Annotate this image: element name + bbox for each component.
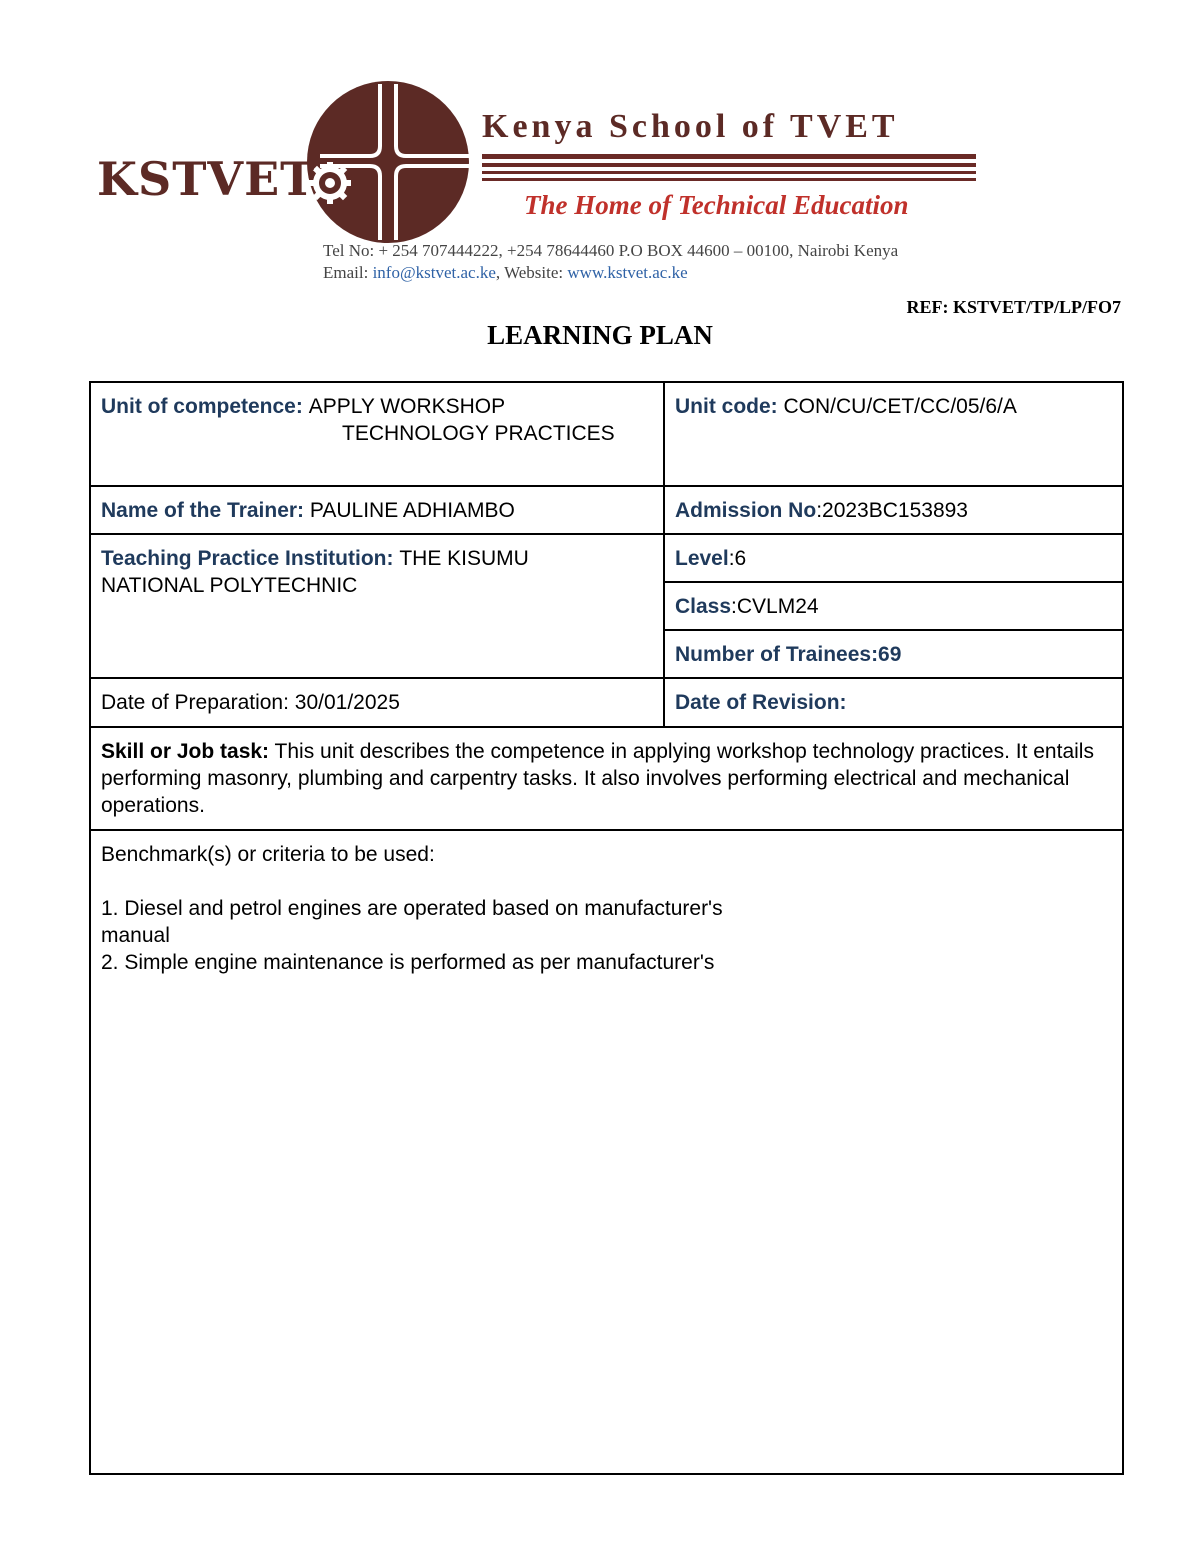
class-cell: [664, 582, 1123, 630]
header-stripes: [482, 154, 976, 185]
unit-code-cell: [664, 382, 1123, 486]
trainees-label: Number of Trainees: [675, 643, 872, 666]
class-label: Class: [675, 595, 732, 618]
level-value: :6: [728, 547, 747, 570]
website-link[interactable]: www.kstvet.ac.ke: [567, 263, 688, 282]
contact-info: [323, 240, 898, 284]
preparation-date-cell: [90, 678, 664, 727]
unit-competence-value-2: TECHNOLOGY PRACTICES: [342, 422, 615, 445]
unit-code-value: CON/CU/CET/CC/05/6/A: [783, 395, 1017, 418]
unit-competence-cell: [90, 382, 664, 486]
benchmark-cell: [90, 830, 1123, 1474]
trainees-cell: [664, 630, 1123, 678]
institution-cell: [90, 534, 664, 678]
unit-code-label: Unit code:: [675, 395, 784, 418]
letterhead: [0, 0, 1200, 300]
tel-line: Tel No: + 254 707444222, +254 78644460 P.O BOX 44600 – 00100, Nairobi Kenya: [323, 241, 899, 260]
admission-label: Admission No: [675, 499, 817, 522]
benchmark-item: 1. Diesel and petrol engines are operated based on manufacturer's: [101, 897, 723, 920]
level-cell: [664, 534, 1123, 582]
admission-cell: [664, 486, 1123, 534]
reference-number: REF: KSTVET/TP/LP/FO7: [906, 297, 1121, 317]
skill-cell: [90, 727, 1123, 830]
unit-competence-label: Unit of competence:: [101, 395, 309, 418]
email-line: [323, 262, 898, 284]
email-link[interactable]: info@kstvet.ac.ke: [372, 263, 496, 282]
brand-name: KSTVET: [97, 152, 316, 206]
trainees-value: :69: [871, 643, 902, 666]
website-label: , Website:: [495, 263, 568, 282]
revision-date-cell: [664, 678, 1123, 727]
unit-competence-value-1: APPLY WORKSHOP: [308, 395, 506, 418]
trainer-value: PAULINE ADHIAMBO: [309, 499, 515, 522]
email-label: Email:: [323, 263, 373, 282]
school-name: Kenya School of TVET: [482, 108, 899, 145]
revision-label: Date of Revision:: [675, 691, 847, 714]
benchmark-item: manual: [101, 924, 170, 947]
benchmark-label: Benchmark(s) or criteria to be used:: [101, 843, 435, 866]
skill-text: This unit describes the competence in applying workshop technology practices. It entails performing masonry, plumbing and carpentry tasks. It also involves performing electrical and mechanical operations.: [101, 740, 1094, 817]
institution-label: Teaching Practice Institution:: [101, 547, 400, 570]
tagline: The Home of Technical Education: [524, 190, 909, 220]
institution-value-1: THE KISUMU: [399, 547, 529, 570]
learning-plan-table: [89, 381, 1124, 1475]
trainer-cell: [90, 486, 664, 534]
institution-value-2: NATIONAL POLYTECHNIC: [101, 574, 358, 597]
preparation-date: Date of Preparation: 30/01/2025: [101, 691, 400, 714]
class-value: :CVLM24: [731, 595, 819, 618]
trainer-label: Name of the Trainer:: [101, 499, 310, 522]
benchmark-item: 2. Simple engine maintenance is performed as per manufacturer's: [101, 951, 715, 974]
benchmark-spacer: [101, 868, 1112, 895]
skill-label: Skill or Job task:: [101, 740, 270, 763]
page-title: LEARNING PLAN: [487, 320, 713, 350]
kstvet-logo-icon: [300, 80, 475, 245]
level-label: Level: [675, 547, 729, 570]
admission-value: :2023BC153893: [816, 499, 968, 522]
